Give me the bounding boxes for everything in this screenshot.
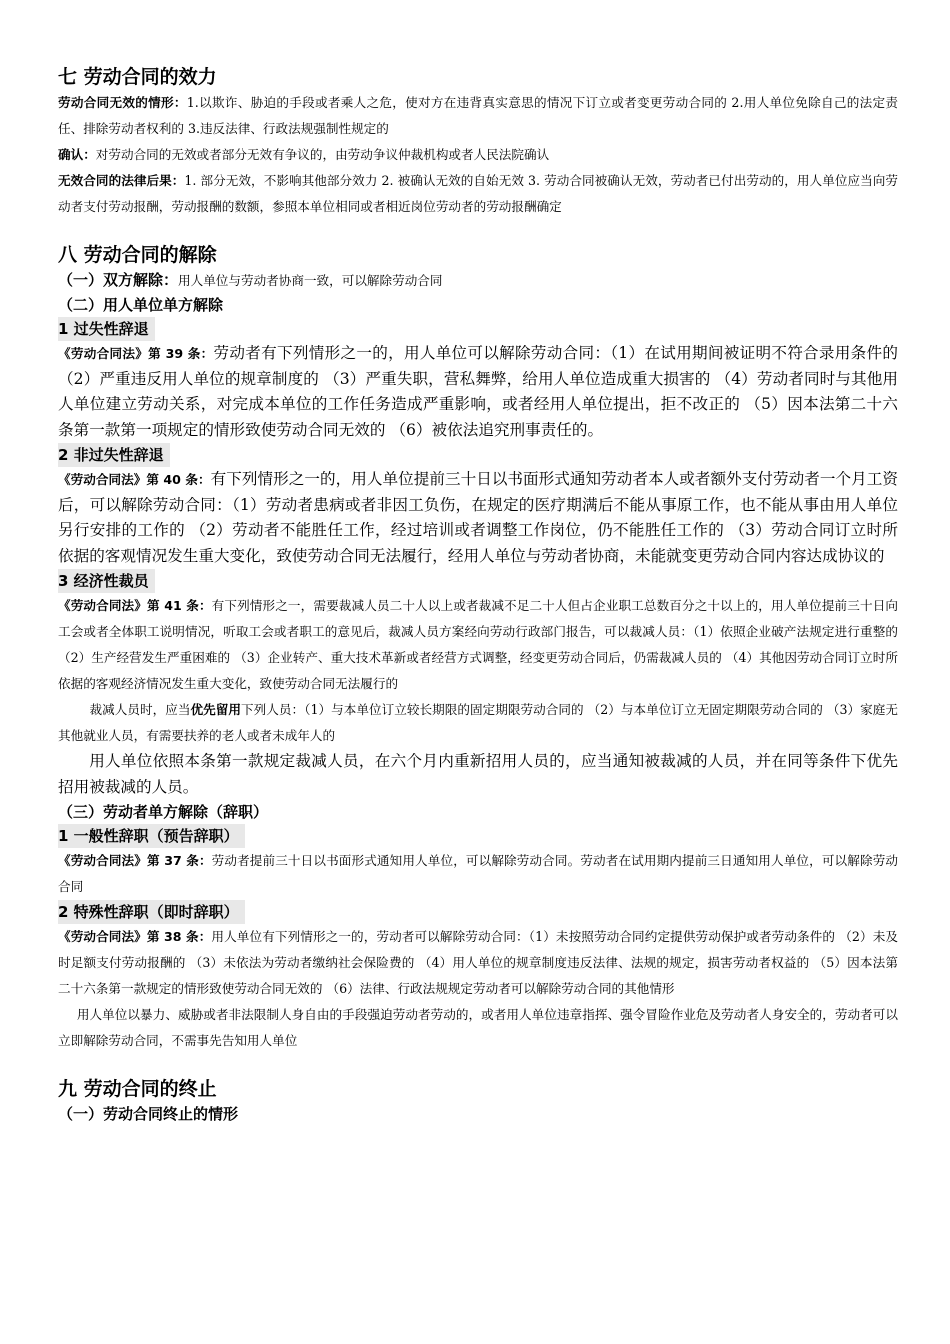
section-9-title: 九 劳动合同的终止 — [58, 1078, 217, 1100]
economic-layoff-title: 3 经济性裁员 — [58, 569, 155, 593]
article-39-label: 《劳动合同法》第 39 条： — [58, 346, 214, 361]
article-41-paragraph — [58, 593, 898, 697]
priority-pre: 裁减人员时，应当 — [89, 702, 191, 717]
fault-dismissal-title: 1 过失性辞退 — [58, 317, 155, 341]
article-39-paragraph — [58, 341, 898, 443]
article-37-paragraph — [58, 848, 898, 900]
special-resignation-title: 2 特殊性辞职（即时辞职） — [58, 900, 245, 924]
nonfault-dismissal-title: 2 非过失性辞退 — [58, 443, 170, 467]
consequence-label: 无效合同的法律后果： — [58, 173, 185, 188]
immediate-resignation-paragraph: 用人单位以暴力、威胁或者非法限制人身自由的手段强迫劳动者劳动的，或者用人单位违章指挥、强令冒险作业危及劳动者人身安全的，劳动者可以立即解除劳动合同，不需事先告知用人单位 — [58, 1007, 898, 1048]
article-38-text: 用人单位有下列情形之一的，劳动者可以解除劳动合同：（1）未按照劳动合同约定提供劳动保护或者劳动条件的 （2）未及时足额支付劳动报酬的 （3）未依法为劳动者缴纳社会保险费的 （4）用人单位的规章制度违反法律、法规的规定，损害劳动者权益的 （5）因本法第二十六条第一款规定的情形致使劳动合同无效的 （6）法律、行政法规规定劳动者可以解除劳动合同的其他情形 — [58, 929, 899, 996]
termination-cases-title: （一）劳动合同终止的情形 — [58, 1105, 239, 1123]
priority-post: 下列人员：（1）与本单位订立较长期限的固定期限劳动合同的 （2）与本单位订立无固定期限劳动合同的 （3）家庭无其他就业人员，有需要扶养的老人或者未成年人的 — [58, 702, 899, 743]
article-39-text: 劳动者有下列情形之一的，用人单位可以解除劳动合同：（1）在试用期间被证明不符合录用条件的 （2）严重违反用人单位的规章制度的 （3）严重失职，营私舞弊，给用人单位造成重大损害的 （4）劳动者同时与其他用人单位建立劳动关系，对完成本单位的工作任务造成严重影响，或者经用人单位提出，拒不改正的 （5）因本法第二十六条第一款第一项规定的情形致使劳动合同无效的 （6）被依法追究刑事责任的。 — [58, 344, 898, 439]
rehire-paragraph: 用人单位依照本条第一款规定裁减人员，在六个月内重新招用人员的，应当通知被裁减的人员，并在同等条件下优先招用被裁减的人员。 — [58, 752, 898, 796]
consequence-text: 1. 部分无效，不影响其他部分效力 2. 被确认无效的自始无效 3. 劳动合同被确认无效，劳动者已付出劳动的，用人单位应当向劳动者支付劳动报酬，劳动报酬的数额，参照本单位相同或者相近岗位劳动者的劳动报酬确定 — [58, 173, 898, 214]
consequence-paragraph — [58, 168, 898, 220]
section-7-title: 七 劳动合同的效力 — [58, 66, 217, 88]
article-37-text: 劳动者提前三十日以书面形式通知用人单位，可以解除劳动合同。劳动者在试用期内提前三日通知用人单位，可以解除劳动合同 — [58, 853, 898, 894]
general-resignation-title: 1 一般性辞职（预告辞职） — [58, 824, 245, 848]
article-41-label: 《劳动合同法》第 41 条： — [58, 598, 212, 613]
article-37-label: 《劳动合同法》第 37 条： — [58, 853, 212, 868]
invalid-cases-text: 1.以欺诈、胁迫的手段或者乘人之危，使对方在违背真实意思的情况下订立或者变更劳动合同的 2.用人单位免除自己的法定责任、排除劳动者权利的 3.违反法律、行政法规强制性规定的 — [58, 95, 898, 136]
confirm-label: 确认： — [58, 147, 96, 162]
article-38-paragraph — [58, 924, 898, 1002]
article-40-paragraph — [58, 467, 898, 569]
article-40-label: 《劳动合同法》第 40 条： — [58, 472, 211, 487]
mutual-termination — [58, 268, 898, 293]
section-8-title: 八 劳动合同的解除 — [58, 244, 217, 266]
article-40-text: 有下列情形之一的，用人单位提前三十日以书面形式通知劳动者本人或者额外支付劳动者一个月工资后，可以解除劳动合同：（1）劳动者患病或者非因工负伤，在规定的医疗期满后不能从事原工作，也不能从事由用人单位另行安排的工作的 （2）劳动者不能胜任工作，经过培训或者调整工作岗位，仍不能胜任工作的 （3）劳动合同订立时所依据的客观情况发生重大变化，致使劳动合同无法履行，经用人单位与劳动者协商，未能就变更劳动合同内容达成协议的 — [58, 470, 898, 565]
mutual-termination-text: 用人单位与劳动者协商一致，可以解除劳动合同 — [178, 273, 443, 288]
invalid-cases-label: 劳动合同无效的情形： — [58, 95, 187, 110]
article-41-text: 有下列情形之一，需要裁减人员二十人以上或者裁减不足二十人但占企业职工总数百分之十以上的，用人单位提前三十日向工会或者全体职工说明情况，听取工会或者职工的意见后，裁减人员方案经向劳动行政部门报告，可以裁减人员：（1）依照企业破产法规定进行重整的 （2）生产经营发生严重困难的 （3）企业转产、重大技术革新或者经营方式调整，经变更劳动合同后，仍需裁减人员的 （4）其他因劳动合同订立时所依据的客观经济情况发生重大变化，致使劳动合同无法履行的 — [58, 598, 898, 691]
employee-termination-title: （三）劳动者单方解除（辞职） — [58, 803, 269, 821]
confirm-text: 对劳动合同的无效或者部分无效有争议的，由劳动争议仲裁机构或者人民法院确认 — [95, 147, 550, 162]
confirm-paragraph — [58, 142, 898, 168]
document-page — [58, 64, 898, 1126]
mutual-termination-label: （一）双方解除： — [58, 271, 179, 289]
invalid-cases-paragraph — [58, 90, 898, 142]
priority-retain-paragraph — [58, 697, 898, 749]
employer-termination-title: （二）用人单位单方解除 — [58, 296, 224, 314]
article-38-label: 《劳动合同法》第 38 条： — [58, 929, 212, 944]
priority-bold: 优先留用 — [190, 702, 241, 717]
